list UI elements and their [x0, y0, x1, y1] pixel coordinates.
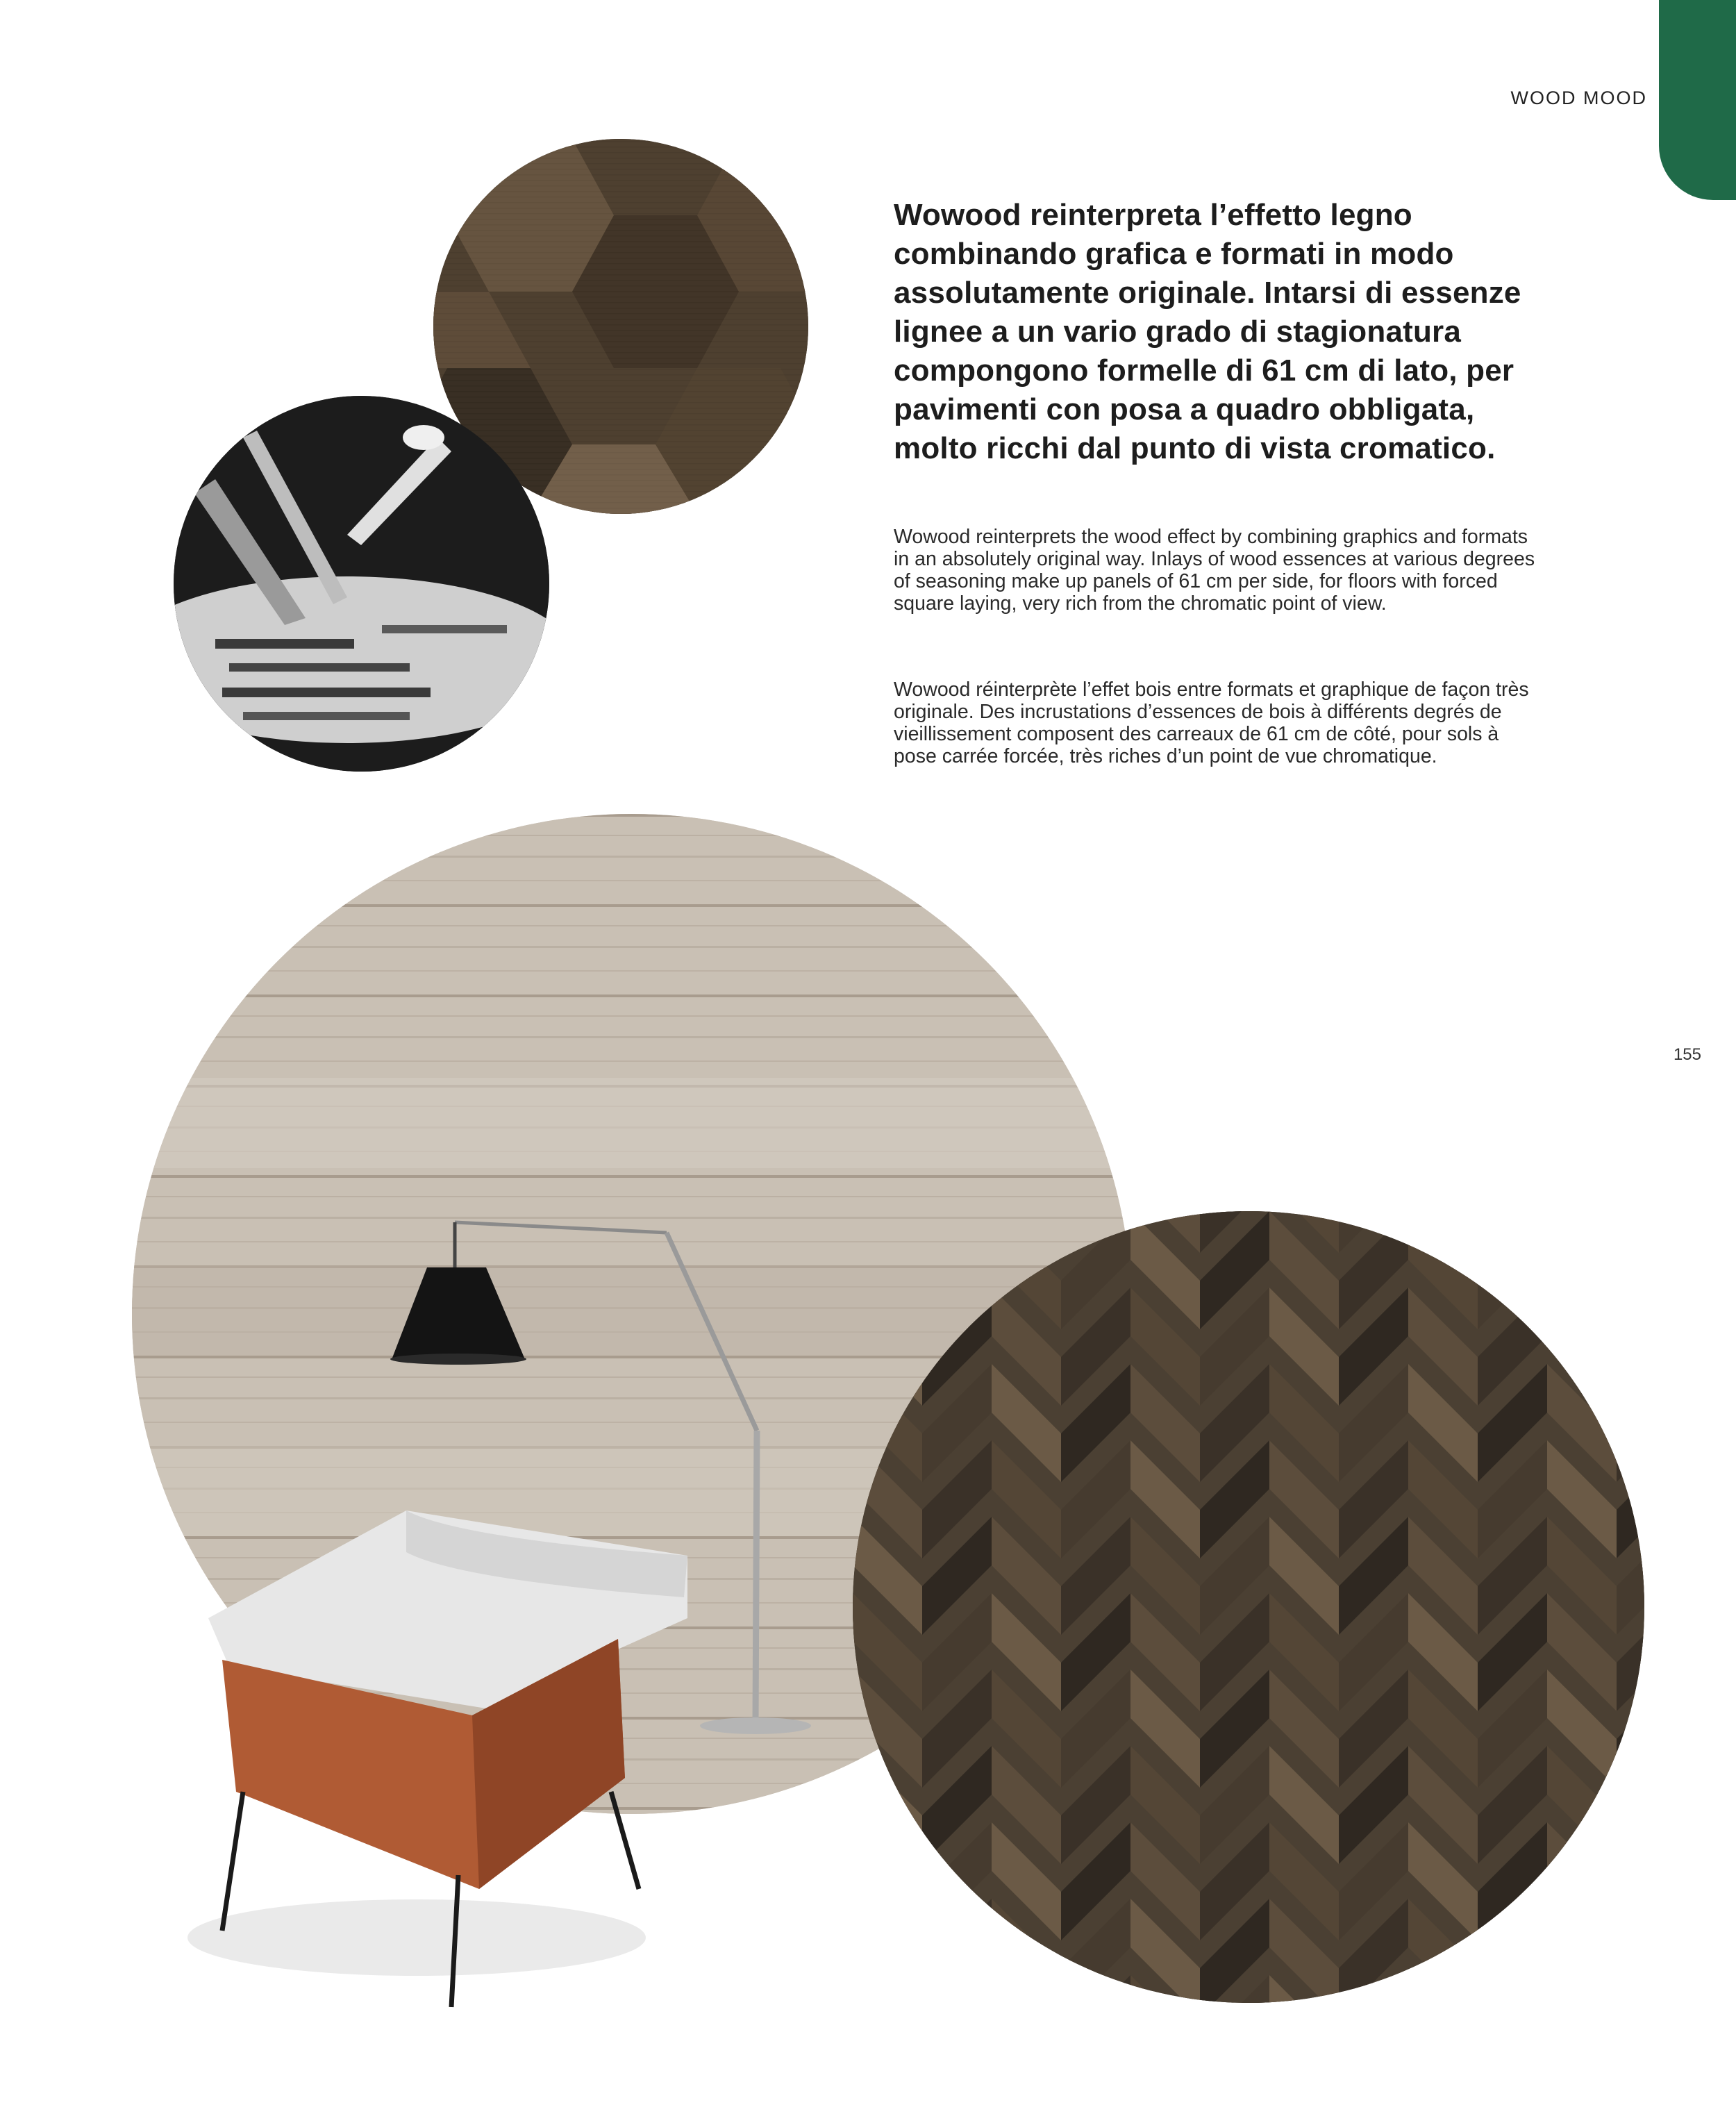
- page-number: 155: [1673, 1045, 1701, 1064]
- herringbone-plank: [1617, 1288, 1644, 1406]
- section-tab: [1659, 0, 1736, 200]
- herringbone-plank: [1617, 1975, 1644, 2003]
- herringbone-plank: [853, 1975, 922, 2003]
- herringbone-plank: [1478, 1975, 1547, 2003]
- herringbone-plank: [1547, 1211, 1617, 1253]
- herringbone-plank: [1408, 1211, 1478, 1253]
- herringbone-plank: [1478, 1211, 1547, 1253]
- herringbone-plank: [1547, 1899, 1617, 2003]
- herringbone-plank: [992, 1975, 1061, 2003]
- herringbone-plank: [1547, 1211, 1617, 1329]
- herringbone-plank: [1617, 1746, 1644, 1864]
- lead-paragraph-italian: Wowood reinterpreta l’effetto legno combinando grafica e formati in modo assolutamente originale. Intarsi di essenze lignee a un vario grado di stagionatura compongono formelle di 61 cm di lato, per pavimenti con posa a quadro obbligata, molto ricchi dal punto di vista cromatico.: [894, 198, 1521, 465]
- herringbone-plank: [1547, 1975, 1617, 2003]
- craftsman-inlay-photo: [174, 396, 549, 772]
- herringbone-plank: [853, 1822, 922, 1940]
- herringbone-plank: [922, 1975, 992, 2003]
- paragraph-french: Wowood réinterprète l’effet bois entre formats et graphique de façon très originale. Des incrustations d’essences de bois à différents degrés de vieillissement composent des carreaux de 61 cm de côté, pour sols à pose carrée forcée, très riches d’un point de vue chromatique.: [894, 679, 1529, 767]
- herringbone-floor-photo: [853, 1211, 1644, 2003]
- herringbone-plank: [922, 1899, 992, 2003]
- herringbone-plank: [1408, 1975, 1478, 2003]
- paragraph-english: Wowood reinterprets the wood effect by combining graphics and formats in an absolutely original way. Inlays of wood essences at various degrees of seasoning make up panels of 61 cm per side, for floors with forced square laying, very rich from the chromatic point of view.: [894, 526, 1535, 615]
- herringbone-plank: [1617, 1899, 1644, 2003]
- herringbone-plank: [1547, 1822, 1617, 1940]
- section-title: WOOD MOOD: [1510, 88, 1647, 108]
- herringbone-plank: [1617, 1211, 1644, 1329]
- herringbone-plank: [1617, 1211, 1644, 1253]
- herringbone-plank: [853, 1899, 922, 2003]
- herringbone-plank: [1617, 1364, 1644, 1482]
- herringbone-plank: [1617, 1822, 1644, 1940]
